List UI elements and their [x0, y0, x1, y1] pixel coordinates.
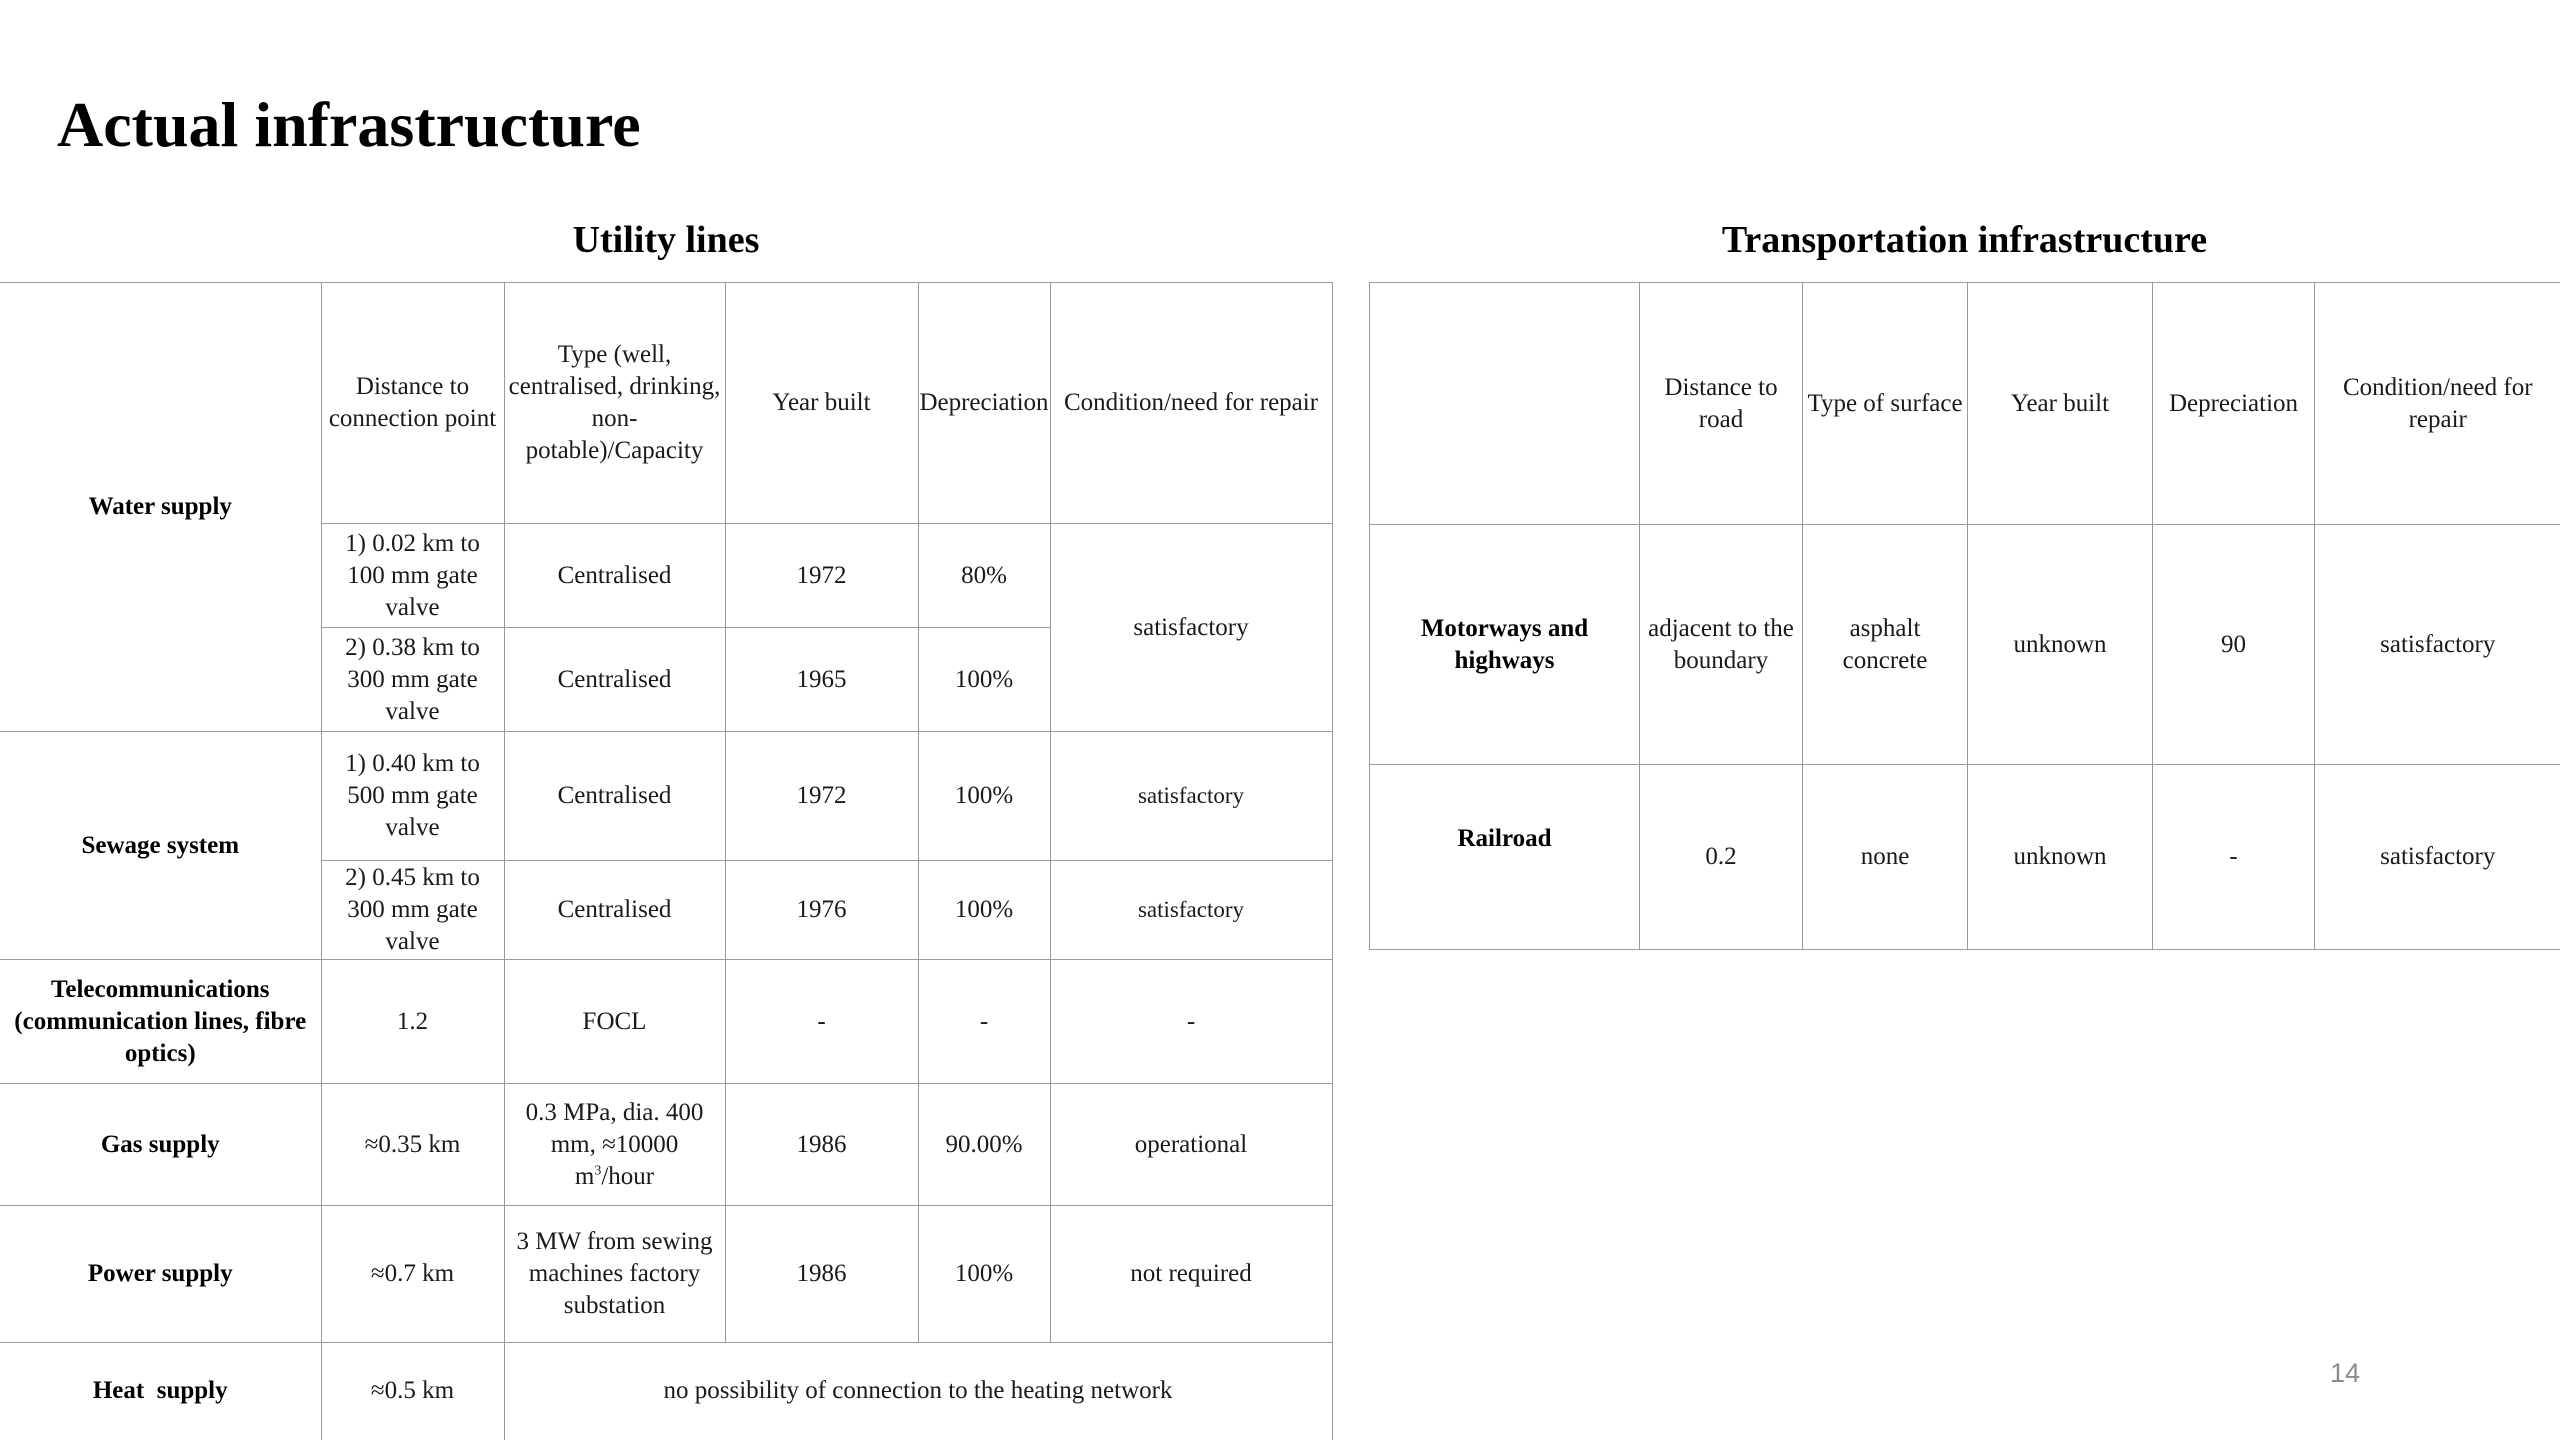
- telecom-type: FOCL: [504, 960, 725, 1084]
- motorways-depreciation: 90: [2153, 525, 2315, 765]
- power-depreciation: 100%: [918, 1206, 1050, 1343]
- water-1-year: 1972: [725, 524, 918, 628]
- header-condition: Condition/need for repair: [1050, 283, 1332, 524]
- heat-note: no possibility of connection to the heating network: [504, 1343, 1332, 1440]
- sewage-1-condition: satisfactory: [1050, 732, 1332, 861]
- sewage-2-condition: satisfactory: [1050, 861, 1332, 960]
- water-2-year: 1965: [725, 628, 918, 732]
- table-row: [0, 1206, 1332, 1343]
- table-row: [0, 732, 1332, 861]
- railroad-distance: 0.2: [1640, 765, 1803, 950]
- sewage-1-year: 1972: [725, 732, 918, 861]
- heat-distance: ≈0.5 km: [321, 1343, 504, 1440]
- gas-depreciation: 90.00%: [918, 1084, 1050, 1206]
- utility-lines-table: [0, 282, 1333, 1440]
- power-type: 3 MW from sewing machines factory substation: [504, 1206, 725, 1343]
- telecom-year: -: [725, 960, 918, 1084]
- header-year-built: Year built: [1968, 283, 2153, 525]
- gas-year: 1986: [725, 1084, 918, 1206]
- water-supply-label: Water supply: [0, 283, 321, 732]
- telecom-distance: 1.2: [321, 960, 504, 1084]
- sewage-1-distance: 1) 0.40 km to 500 mm gate valve: [321, 732, 504, 861]
- utility-header-row: [0, 283, 1332, 524]
- power-supply-label: Power supply: [0, 1206, 321, 1343]
- railroad-depreciation: -: [2153, 765, 2315, 950]
- header-empty: [1370, 283, 1640, 525]
- gas-type-text: 0.3 MPa, dia. 400 mm, ≈10000 m: [525, 1098, 704, 1190]
- gas-condition: operational: [1050, 1084, 1332, 1206]
- water-1-depreciation: 80%: [918, 524, 1050, 628]
- power-condition: not required: [1050, 1206, 1332, 1343]
- motorways-year: unknown: [1968, 525, 2153, 765]
- railroad-surface: none: [1803, 765, 1968, 950]
- header-type: Type (well, centralised, drinking, non-potable)/Capacity: [504, 283, 725, 524]
- transportation-table: [1369, 282, 2560, 950]
- telecom-label: Telecommunications (communication lines, fibre optics): [0, 960, 321, 1084]
- utility-lines-title: Utility lines: [572, 219, 760, 261]
- header-year-built: Year built: [725, 283, 918, 524]
- gas-type: [504, 1084, 725, 1206]
- motorways-label: Motorways and highways: [1370, 525, 1640, 765]
- heat-supply-label: Heat supply: [0, 1343, 321, 1440]
- sewage-system-label: Sewage system: [0, 732, 321, 960]
- page-title: Actual infrastructure: [57, 89, 641, 160]
- header-condition: Condition/need for repair: [2315, 283, 2560, 525]
- sewage-2-distance: 2) 0.45 km to 300 mm gate valve: [321, 861, 504, 960]
- sewage-2-type: Centralised: [504, 861, 725, 960]
- table-row: [0, 960, 1332, 1084]
- motorways-condition: satisfactory: [2315, 525, 2560, 765]
- sewage-1-depreciation: 100%: [918, 732, 1050, 861]
- telecom-depreciation: -: [918, 960, 1050, 1084]
- transport-header-row: [1370, 283, 2560, 525]
- railroad-year: unknown: [1968, 765, 2153, 950]
- gas-type-unit: /hour: [601, 1162, 655, 1190]
- header-surface-type: Type of surface: [1803, 283, 1968, 525]
- header-depreciation: Depreciation: [918, 283, 1050, 524]
- water-1-distance: 1) 0.02 km to 100 mm gate valve: [321, 524, 504, 628]
- table-row: [1370, 765, 2560, 950]
- sewage-1-type: Centralised: [504, 732, 725, 861]
- gas-distance: ≈0.35 km: [321, 1084, 504, 1206]
- page-number: 14: [2330, 1358, 2361, 1388]
- water-2-type: Centralised: [504, 628, 725, 732]
- table-row: [0, 1084, 1332, 1206]
- header-distance: Distance to connection point: [321, 283, 504, 524]
- water-condition: satisfactory: [1050, 524, 1332, 732]
- motorways-distance: adjacent to the boundary: [1640, 525, 1803, 765]
- water-2-depreciation: 100%: [918, 628, 1050, 732]
- telecom-condition: -: [1050, 960, 1332, 1084]
- transportation-title: Transportation infrastructure: [1721, 219, 2208, 261]
- gas-supply-label: Gas supply: [0, 1084, 321, 1206]
- railroad-label: Railroad: [1370, 765, 1640, 950]
- sewage-2-year: 1976: [725, 861, 918, 960]
- sewage-2-depreciation: 100%: [918, 861, 1050, 960]
- table-row: [1370, 525, 2560, 765]
- water-2-distance: 2) 0.38 km to 300 mm gate valve: [321, 628, 504, 732]
- power-year: 1986: [725, 1206, 918, 1343]
- header-distance-to-road: Distance to road: [1640, 283, 1803, 525]
- gas-type-exponent: 3: [594, 1163, 602, 1179]
- header-depreciation: Depreciation: [2153, 283, 2315, 525]
- table-row: [0, 1343, 1332, 1440]
- power-distance: ≈0.7 km: [321, 1206, 504, 1343]
- railroad-condition: satisfactory: [2315, 765, 2560, 950]
- water-1-type: Centralised: [504, 524, 725, 628]
- motorways-surface: asphalt concrete: [1803, 525, 1968, 765]
